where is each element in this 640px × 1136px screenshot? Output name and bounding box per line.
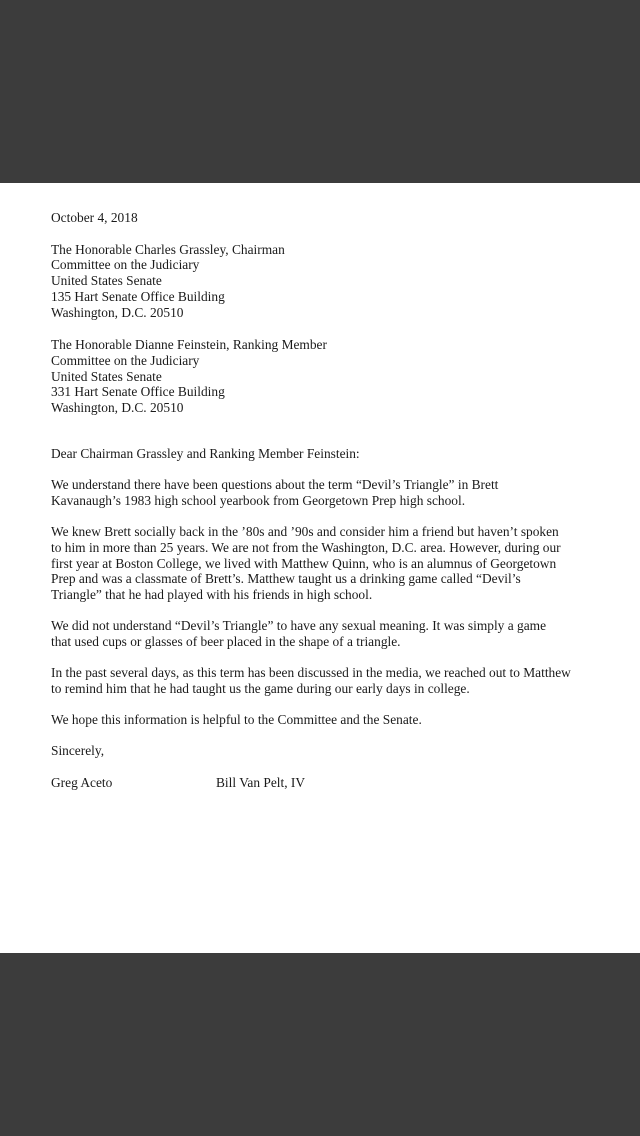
signatory-aceto: Greg Aceto [51, 775, 113, 791]
address-line: United States Senate [51, 273, 162, 289]
paragraph-closing-remark [51, 712, 611, 728]
paragraph-line: that used cups or glasses of beer placed in the shape of a triangle. [51, 634, 401, 650]
address-line: 135 Hart Senate Office Building [51, 288, 225, 304]
paragraph-line: We hope this information is helpful to the Committee and the Senate. [51, 712, 422, 728]
address-line: Committee on the Judiciary [51, 352, 200, 368]
top-border [0, 0, 640, 183]
signatory-van-pelt: Bill Van Pelt, IV [216, 775, 306, 791]
address-line: Washington, D.C. 20510 [51, 304, 184, 320]
paragraph-line: first year at Boston College, we lived with Matthew Quinn, who is an alumnus of Georgetown [51, 555, 557, 571]
address-line: 331 Hart Senate Office Building [51, 384, 225, 400]
closing: Sincerely, [51, 743, 105, 759]
salutation: Dear Chairman Grassley and Ranking Member Feinstein: [51, 445, 360, 461]
address-line: Committee on the Judiciary [51, 257, 200, 273]
recipient-address-grassley [51, 242, 611, 321]
paragraph-line: Prep and was a classmate of Brett’s. Matthew taught us a drinking game called “Devil’s [51, 571, 521, 587]
address-line: The Honorable Dianne Feinstein, Ranking Member [51, 337, 327, 353]
letter-date: October 4, 2018 [51, 210, 138, 225]
address-line: The Honorable Charles Grassley, Chairman [51, 241, 285, 257]
paragraph-media [51, 665, 611, 696]
signatures [51, 775, 611, 791]
address-line: Washington, D.C. 20510 [51, 400, 184, 416]
letter-body [51, 210, 611, 791]
paragraph-line: Triangle” that he had played with his friends in high school. [51, 587, 373, 603]
paragraph-background [51, 524, 611, 603]
paragraph-line: We did not understand “Devil’s Triangle” to have any sexual meaning. It was simply a game [51, 618, 547, 634]
paragraph-line: We understand there have been questions about the term “Devil’s Triangle” in Brett [51, 477, 499, 493]
paragraph-meaning [51, 618, 611, 649]
paragraph-line: to him in more than 25 years. We are not from the Washington, D.C. area. However, during our [51, 540, 561, 556]
paragraph-yearbook [51, 477, 611, 508]
letter-page [0, 183, 640, 953]
paragraph-line: Kavanaugh’s 1983 high school yearbook from Georgetown Prep high school. [51, 493, 466, 509]
address-line: United States Senate [51, 368, 162, 384]
paragraph-line: to remind him that he had taught us the game during our early days in college. [51, 680, 470, 696]
recipient-address-feinstein [51, 337, 611, 416]
paragraph-line: In the past several days, as this term has been discussed in the media, we reached out to Matthew [51, 665, 571, 681]
paragraph-line: We knew Brett socially back in the ’80s and ’90s and consider him a friend but haven’t spoken [51, 524, 559, 540]
bottom-border [0, 953, 640, 1136]
